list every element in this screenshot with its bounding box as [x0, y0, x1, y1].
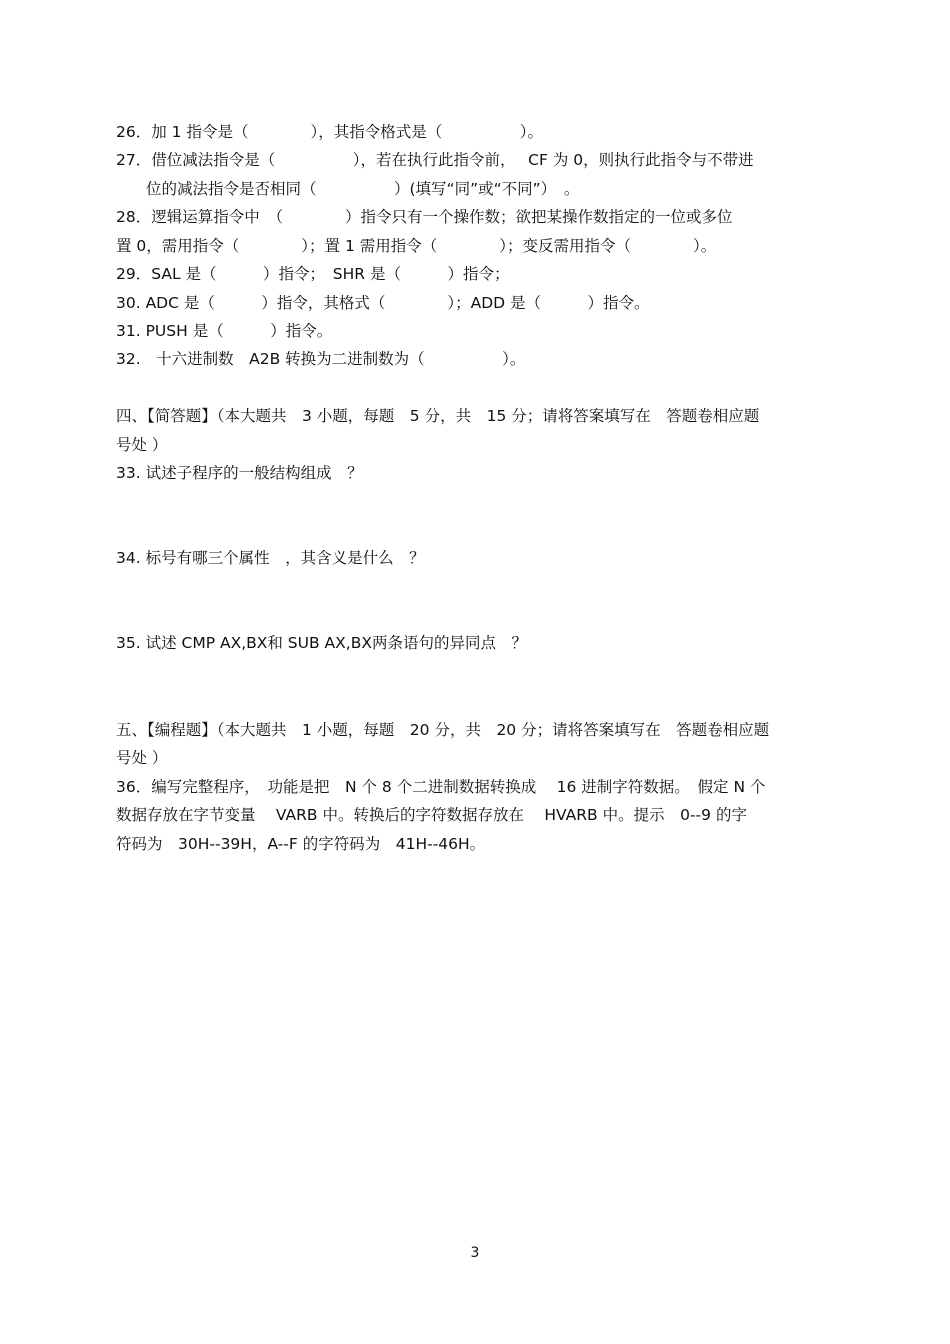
- question-30: 30. ADC 是（ ）指令，其格式（ ）；ADD 是（ ）指令。: [116, 294, 650, 312]
- question-34: 34. 标号有哪三个属性 ，其含义是什么 ？: [116, 549, 425, 567]
- section-5-heading-line-2: 号处 ）: [116, 749, 168, 767]
- question-36-line-3: 符码为 30H--39H，A--F 的字符码为 41H--46H。: [116, 835, 486, 853]
- question-28-line-1: 28．逻辑运算指令中 （ ）指令只有一个操作数；欲把某操作数指定的一位或多位: [116, 208, 733, 226]
- question-31: 31. PUSH 是（ ）指令。: [116, 322, 333, 340]
- section-5-heading-line-1: 五、【编程题】（本大题共 1 小题，每题 20 分，共 20 分；请将答案填写在 答题卷相应题: [116, 721, 770, 739]
- section-4-heading-line-2: 号处 ）: [116, 436, 168, 454]
- question-33: 33. 试述子程序的一般结构组成 ？: [116, 464, 363, 482]
- question-35: 35. 试述 CMP AX,BX和 SUB AX,BX两条语句的异同点 ？: [116, 634, 527, 652]
- question-28-line-2: 置 0，需用指令（ ）；置 1 需用指令（ ）；变反需用指令（ ）。: [116, 237, 717, 255]
- page-number: 3: [470, 1245, 480, 1261]
- question-29: 29．SAL 是（ ）指令； SHR 是（ ）指令；: [116, 265, 510, 283]
- section-4-heading-line-1: 四、【简答题】（本大题共 3 小题，每题 5 分，共 15 分；请将答案填写在 答题卷相应题: [116, 407, 760, 425]
- question-36-line-1: 36．编写完整程序， 功能是把 N 个 8 个二进制数据转换成 16 进制字符数据。 假定 N 个: [116, 778, 766, 796]
- question-27-line-2: 位的减法指令是否相同（ ）(填写“同”或“不同”） 。: [146, 180, 580, 198]
- question-32: 32. 十六进制数 A2B 转换为二进制数为（ ）。: [116, 350, 526, 368]
- question-27-line-1: 27．借位减法指令是（ ），若在执行此指令前， CF 为 0，则执行此指令与不带进: [116, 151, 754, 169]
- question-26: 26．加 1 指令是（ ），其指令格式是（ ）。: [116, 123, 543, 141]
- question-36-line-2: 数据存放在字节变量 VARB 中。转换后的字符数据存放在 HVARB 中。提示 0--9 的字: [116, 806, 747, 824]
